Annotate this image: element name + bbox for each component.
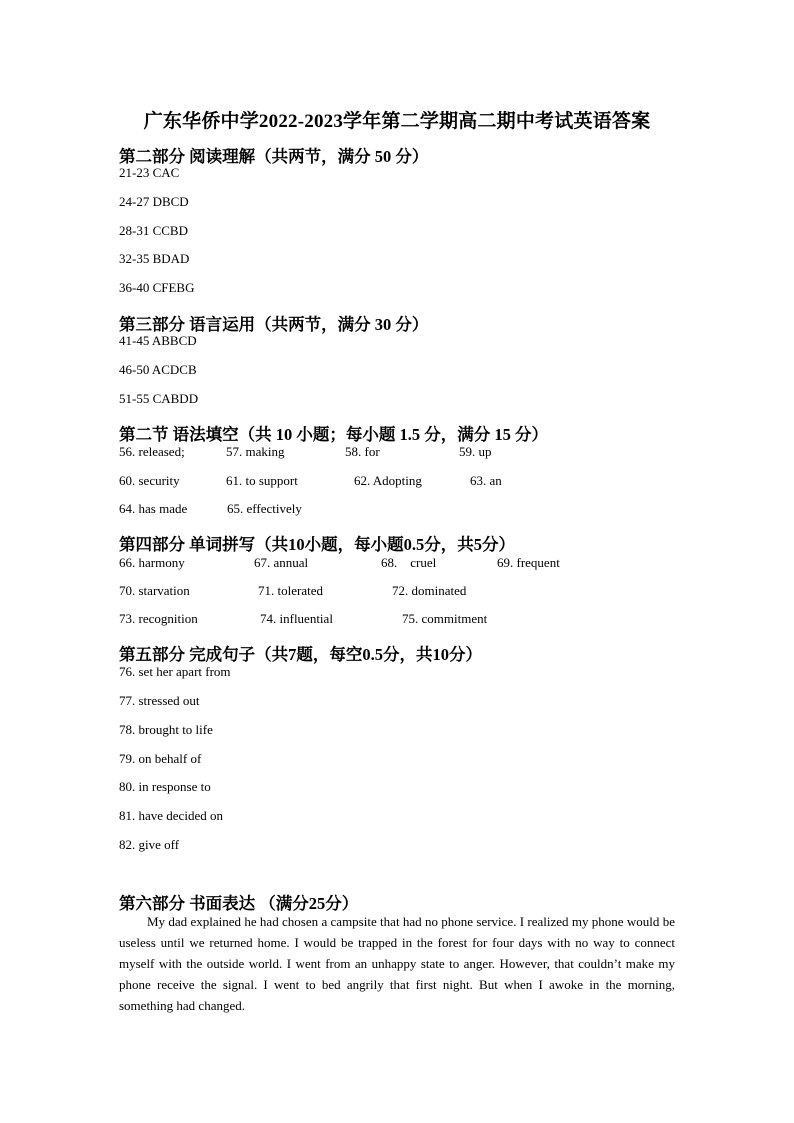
- answer-item: 69. frequent: [497, 555, 560, 570]
- answer-line: 79. on behalf of: [119, 751, 202, 766]
- answer-line: 21-23 CAC: [119, 165, 180, 180]
- answer-line: 32-35 BDAD: [119, 251, 190, 266]
- answer-item: 63. an: [470, 473, 502, 488]
- answer-item: 61. to support: [226, 473, 298, 488]
- answer-line: 77. stressed out: [119, 693, 200, 708]
- answer-line: 46-50 ACDCB: [119, 362, 197, 377]
- part3-heading: 第三部分 语言运用（共两节，满分 30 分）: [119, 315, 429, 334]
- answer-line: 82. give off: [119, 837, 180, 852]
- answer-line: 78. brought to life: [119, 722, 213, 737]
- answer-item: 66. harmony: [119, 555, 185, 570]
- answer-item: 68. cruel: [381, 555, 437, 570]
- answer-item: 60. security: [119, 473, 180, 488]
- answer-item: 59. up: [459, 444, 492, 459]
- answer-line: 24-27 DBCD: [119, 194, 189, 209]
- answer-item: 73. recognition: [119, 611, 198, 626]
- part5-heading: 第五部分 完成句子（共7题，每空0.5分，共10分）: [119, 645, 482, 664]
- answer-line: 76. set her apart from: [119, 664, 231, 679]
- answer-item: 72. dominated: [392, 583, 467, 598]
- answer-line: 51-55 CABDD: [119, 391, 199, 406]
- answer-item: 65. effectively: [227, 501, 302, 516]
- answer-item: 71. tolerated: [258, 583, 323, 598]
- answer-item: 56. released;: [119, 444, 185, 459]
- answer-item: 75. commitment: [402, 611, 488, 626]
- answer-item: 57. making: [226, 444, 285, 459]
- answer-item: 64. has made: [119, 501, 188, 516]
- answer-line: 28-31 CCBD: [119, 223, 188, 238]
- answer-line: 80. in response to: [119, 779, 211, 794]
- answer-item: 70. starvation: [119, 583, 190, 598]
- answer-line: 36-40 CFEBG: [119, 280, 195, 295]
- part6-heading: 第六部分 书面表达 （满分25分）: [119, 894, 359, 913]
- writing-paragraph: My dad explained he had chosen a campsite that had no phone service. I realized my phone would be useless until we returned home. I would be trapped in the forest for four days with no way to connect myself with the outside world. I went from an unhappy state to anger. However, that couldn’t make my phone receive the signal. I went to bed angrily that first night. But when I awoke in the morning, something had changed.: [119, 914, 675, 1013]
- page-title: 广东华侨中学2022-2023学年第二学期高二期中考试英语答案: [143, 111, 651, 132]
- part4-heading: 第四部分 单词拼写（共10小题，每小题0.5分，共5分）: [119, 535, 515, 554]
- answer-line: 81. have decided on: [119, 808, 223, 823]
- answer-item: 58. for: [345, 444, 380, 459]
- part2-heading: 第二部分 阅读理解（共两节，满分 50 分）: [119, 147, 429, 166]
- answer-item: 67. annual: [254, 555, 309, 570]
- answer-item: 62. Adopting: [354, 473, 422, 488]
- answer-line: 41-45 ABBCD: [119, 333, 197, 348]
- answer-item: 74. influential: [260, 611, 333, 626]
- section2-heading: 第二节 语法填空（共 10 小题；每小题 1.5 分，满分 15 分）: [119, 425, 548, 444]
